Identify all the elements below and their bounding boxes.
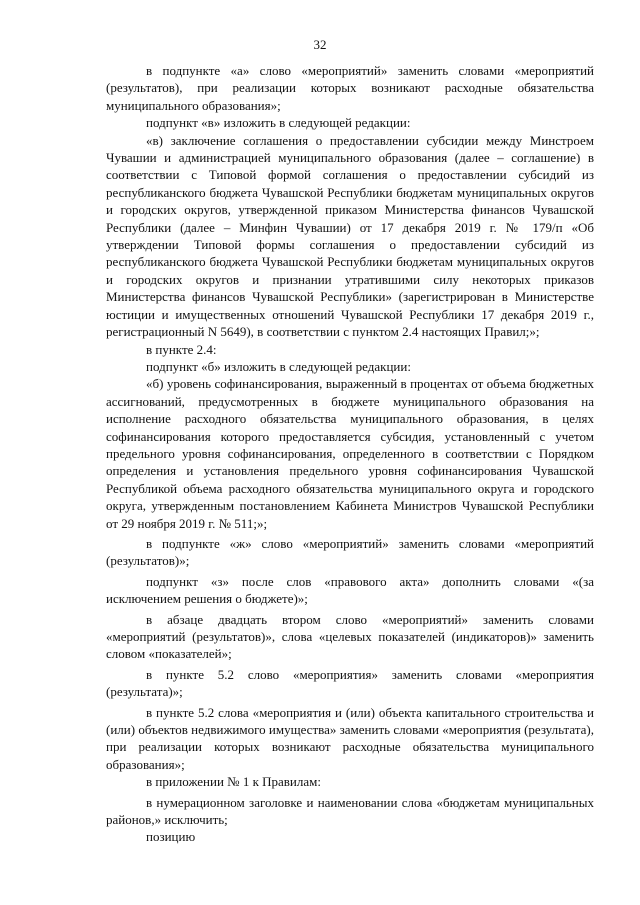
paragraph-8: подпункт «з» после слов «правового акта» дополнить словами «(за исключением решения о бюджете)»;	[106, 573, 594, 607]
paragraph-4: в пункте 2.4:	[146, 341, 217, 357]
paragraph-7: в подпункте «ж» слово «мероприятий» заменить словами «мероприятий (результатов)»;	[106, 535, 594, 569]
paragraph-14: позицию	[146, 829, 196, 845]
paragraph-3: «в) заключение соглашения о предоставлении субсидии между Минстроем Чувашии и администрацией муниципального образования (далее – соглашение) в соответствии с Типовой формой соглашения о предоставлении субсидий из республиканского бюджета Чувашской Республики бюджетам муниципальных округов и городских округов, утвержденной приказом Министерства финансов Чувашской Республики (далее – Минфин Чувашии) от 17 декабря 2019 г. № 179/п «Об утверждении Типовой формы соглашения о предоставлении субсидий из республиканского бюджета Чувашской Республики бюджетам муниципальных округов и городских округов и признании утратившими силу некоторых приказов Министерства финансов Чувашской Республики» (зарегистрирован в Министерстве юстиции и имущественных отношений Чувашской Республики 17 декабря 2019 г., регистрационный N 5649), в соответствии с пунктом 2.4 настоящих Правил;»;	[106, 132, 594, 340]
paragraph-6: «б) уровень софинансирования, выраженный в процентах от объема бюджетных ассигнований, предусмотренных в бюджете муниципального образования на исполнение расходного обязательства муниципального образования, в целях софинансирования которого предоставляется субсидия, установленный с учетом предельного уровня софинансирования, определенного в соответствии с Порядком определения и установления предельного уровня софинансирования Чувашской Республикой объема расходного обязательства муниципального округа и городского округа, утвержденным постановлением Кабинета Министров Чувашской Республики от 29 ноября 2019 г. № 511;»;	[106, 376, 594, 531]
paragraph-9: в абзаце двадцать втором слово «мероприятий» заменить словами «мероприятий (результатов)», слова «целевых показателей (индикаторов)» заменить словом «показателей»;	[106, 611, 594, 662]
paragraph-11: в пункте 5.2 слова «мероприятия и (или) объекта капитального строительства и (или) объектов недвижимого имущества» заменить словами «мероприятия (результата), при реализации которых возникают расходные обязательства муниципального образования»;	[106, 704, 594, 772]
paragraph-13: в нумерационном заголовке и наименовании слова «бюджетам муниципальных районов,» исключить;	[106, 794, 594, 828]
paragraph-10: в пункте 5.2 слово «мероприятия» заменить словами «мероприятия (результата)»;	[106, 666, 594, 700]
page-number: 32	[313, 37, 327, 52]
paragraph-5: подпункт «б» изложить в следующей редакции:	[146, 358, 411, 374]
paragraph-2: подпункт «в» изложить в следующей редакции:	[146, 115, 411, 131]
document-body	[106, 62, 594, 846]
paragraph-12: в приложении № 1 к Правилам:	[146, 774, 321, 790]
paragraph-1: в подпункте «а» слово «мероприятий» заменить словами «мероприятий (результатов), при реализации которых возникают расходные обязательства муниципального образования»;	[106, 63, 594, 113]
